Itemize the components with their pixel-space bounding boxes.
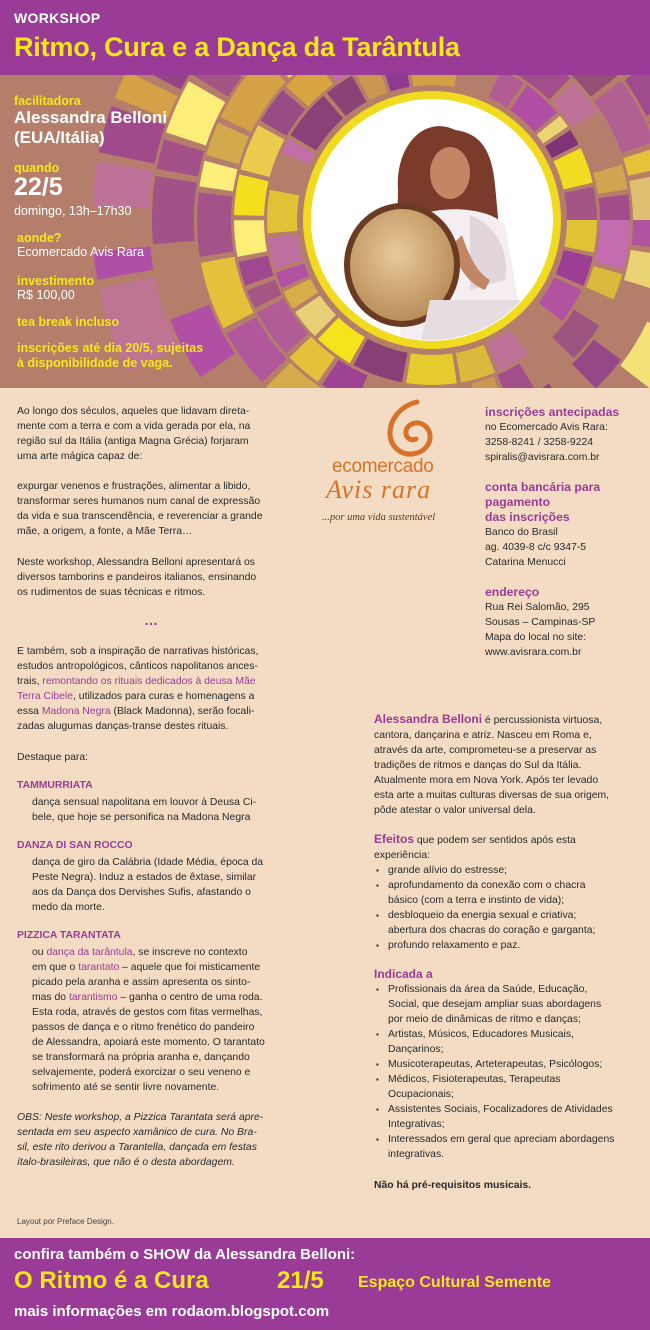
signup-deadline-1: inscrições até dia 20/5, sujeitas <box>17 341 204 355</box>
tammurriata-text: dança sensual napolitana em louvor à Deusa Ci- bele, que hoje se personifica na Madona Negra <box>32 797 257 823</box>
spiral-logo-icon <box>318 398 468 458</box>
powers-paragraph: expurgar venenos e frustrações, alimentar a libido, transformar seres humanos num canal de expressão da vida e sua transcendência, e reverenciar a grande mãe, a origem, a fonte, a Mãe Terra… <box>17 481 263 537</box>
signup-deadline-2: à disponibilidade de vaga. <box>17 356 173 370</box>
ecomercado-logo <box>318 398 468 533</box>
workshop-paragraph: Neste workshop, Alessandra Belloni apresentará os diversos tamborins e pandeiros italianos, ensinando os rudimentos de suas técnicas e ritmos. <box>17 557 257 598</box>
event-date: 22/5 <box>14 173 63 201</box>
header-bar <box>0 0 650 75</box>
audience-item: ▪ Médicos, Fisioterapeutas, Terapeutas Ocupacionais; <box>388 1072 642 1102</box>
highlight-intro: Destaque para: <box>17 752 89 763</box>
show-title: O Ritmo é a Cura <box>14 1267 209 1294</box>
facilitator-name: Alessandra Belloni <box>14 108 168 127</box>
logo-name-2: Avis rara <box>326 475 432 504</box>
event-title: Ritmo, Cura e a Dança da Tarântula <box>14 32 460 62</box>
no-requirements-note: Não há pré-requisitos musicais. <box>374 1180 532 1191</box>
san-rocco-text: dança de giro da Calábria (Idade Média, época da Peste Negra). Induz a estados de êxtase, similar aos da Dança dos Dervishes Sufis, afastando o medo da morte. <box>32 857 264 913</box>
event-date-detail: domingo, 13h–17h30 <box>14 204 132 218</box>
bio-paragraph: Alessandra Belloni é percussionista virtuosa, cantora, dançarina e atriz. Nasceu em Roma e, através da arte, comprometeu-se a preservar as tradições de ritmos e danças do Sul da Itália. Atualmente mora em Nova York. Após ter levado esta arte a muitas culturas diversas de sua origem, pôde atestar o valor universal dela. <box>374 712 610 816</box>
where-value: Ecomercado Avis Rara <box>17 245 144 259</box>
footer-line-1: confira também o SHOW da Alessandra Belloni: <box>14 1246 356 1263</box>
obs-note: OBS: Neste workshop, a Pizzica Tarantata será apre- sentada em seu aspecto xamânico de cura. No Bra- sil, este rito derivou a Tarantella, dançada em festas ítalo-brasileiras, que não é o desta abordagem. <box>17 1112 264 1168</box>
intro-paragraph: Ao longo dos séculos, aqueles que lidavam direta- mente com a terra e com a vida gerada por ela, na região sul da Itália (antiga Magna Grécia) forjaram uma arte mágica capaz de: <box>17 406 251 462</box>
logo-name-1: ecomercado <box>332 456 434 477</box>
where-label: aonde? <box>17 231 62 245</box>
price-label: investimento <box>17 274 95 288</box>
footer-line-3: mais informações em rodaom.blogspot.com <box>14 1303 330 1320</box>
when-label: quando <box>14 161 60 175</box>
layout-credit: Layout por Preface Design. <box>17 1217 114 1226</box>
bank-info: conta bancária para pagamento das inscrições Banco do Brasil ag. 4039-8 c/c 9347-5 Catarina Menucci <box>485 480 601 568</box>
footer-bar <box>0 1238 650 1330</box>
facilitator-label: facilitadora <box>14 94 81 108</box>
audience-item: ▪ Interessados em geral que apreciam abordagens integrativas. <box>388 1132 642 1162</box>
effects-section: Efeitos que podem ser sentidos após esta experiência: ▪ grande alívio do estresse; ▪ aprofundamento da conexão com o chacra básico (com a terra e instinto de vida); ▪ desbloqueio da energia sexual e criativa; abertura dos chacras do coração e garganta; ▪ profundo relaxamento e paz. <box>374 832 642 953</box>
facilitator-origin: (EUA/Itália) <box>14 128 105 147</box>
show-place: Espaço Cultural Semente <box>358 1274 551 1291</box>
hero-section <box>0 75 650 388</box>
rituals-paragraph: E também, sob a inspiração de narrativas históricas, estudos antropológicos, cânticos napolitanos ances- trais, remontando os rituais dedicados à deusa Mãe Terra Cibele, utilizados para curas e homenagens a essa Madona Negra (Black Madonna), serão focali- zadas alugumas danças-transe destes rituais. <box>17 646 259 732</box>
audience-item: ▪ Profissionais da área da Saúde, Educação, Social, que desejam ampliar suas abordagens por meio de dinâmicas de ritmo e danças; <box>388 982 642 1027</box>
pizzica-title: PIZZICA TARANTATA <box>17 930 121 941</box>
effect-item: ▪ desbloqueio da energia sexual e criativa; abertura dos chacras do coração e garganta; <box>388 908 642 938</box>
separator-dots: … <box>144 612 158 628</box>
audience-section: Indicada a ▪ Profissionais da área da Saúde, Educação, Social, que desejam ampliar suas abordagens por meio de dinâmicas de ritmo e danças; ▪ Artistas, Músicos, Educadores Musicais, Dançarinos; ▪ Musicoterapeutas, Arteterapeutas, Psicólogos; ▪ Médicos, Fisioterapeutas, Terapeutas Ocupacionais; ▪ Assistentes Sociais, Focalizadores de Atividades Integrativas; ▪ Interessados em geral que apreciam abordagens integrativas. <box>374 967 642 1162</box>
tea-break-note: tea break incluso <box>17 315 120 329</box>
effect-item: ▪ profundo relaxamento e paz. <box>388 938 642 953</box>
logo-tagline: ...por uma vida sustentável <box>322 512 436 523</box>
effect-item: ▪ grande alívio do estresse; <box>388 863 642 878</box>
tammurriata-title: TAMMURRIATA <box>17 780 93 791</box>
signup-info: inscrições antecipadas no Ecomercado Avis Rara: 3258-8241 / 3258-9224 spiralis@avisrara.com.br <box>485 405 620 463</box>
address-info: endereço Rua Rei Salomão, 295 Sousas – Campinas-SP Mapa do local no site: www.avisrara.com.br <box>485 585 596 658</box>
audience-item: ▪ Assistentes Sociais, Focalizadores de Atividades Integrativas; <box>388 1102 642 1132</box>
pizzica-text: ou dança da tarântula, se inscreve no contexto em que o tarantato – aquele que foi misticamente picado pela aranha e assim apresenta os sinto- mas do tarantismo – ganha o centro de uma roda. Esta roda, através de gestos com fitas vermelhas, passos de dança e o ritmo frenético do pandeiro de Alessandra, apoiará este momento. O tarantato se transformará na própria aranha e, dançando selvajemente, poderá exorcizar o seu veneno e sofrimento até se sentir livre novamente. <box>32 947 265 1093</box>
san-rocco-title: DANZA DI SAN ROCCO <box>17 840 133 851</box>
effect-item: ▪ aprofundamento da conexão com o chacra básico (com a terra e instinto de vida); <box>388 878 642 908</box>
event-kicker: WORKSHOP <box>14 10 101 26</box>
audience-item: ▪ Musicoterapeutas, Arteterapeutas, Psicólogos; <box>388 1057 642 1072</box>
price-value: R$ 100,00 <box>17 288 75 302</box>
audience-item: ▪ Artistas, Músicos, Educadores Musicais, Dançarinos; <box>388 1027 642 1057</box>
show-date: 21/5 <box>277 1267 324 1294</box>
